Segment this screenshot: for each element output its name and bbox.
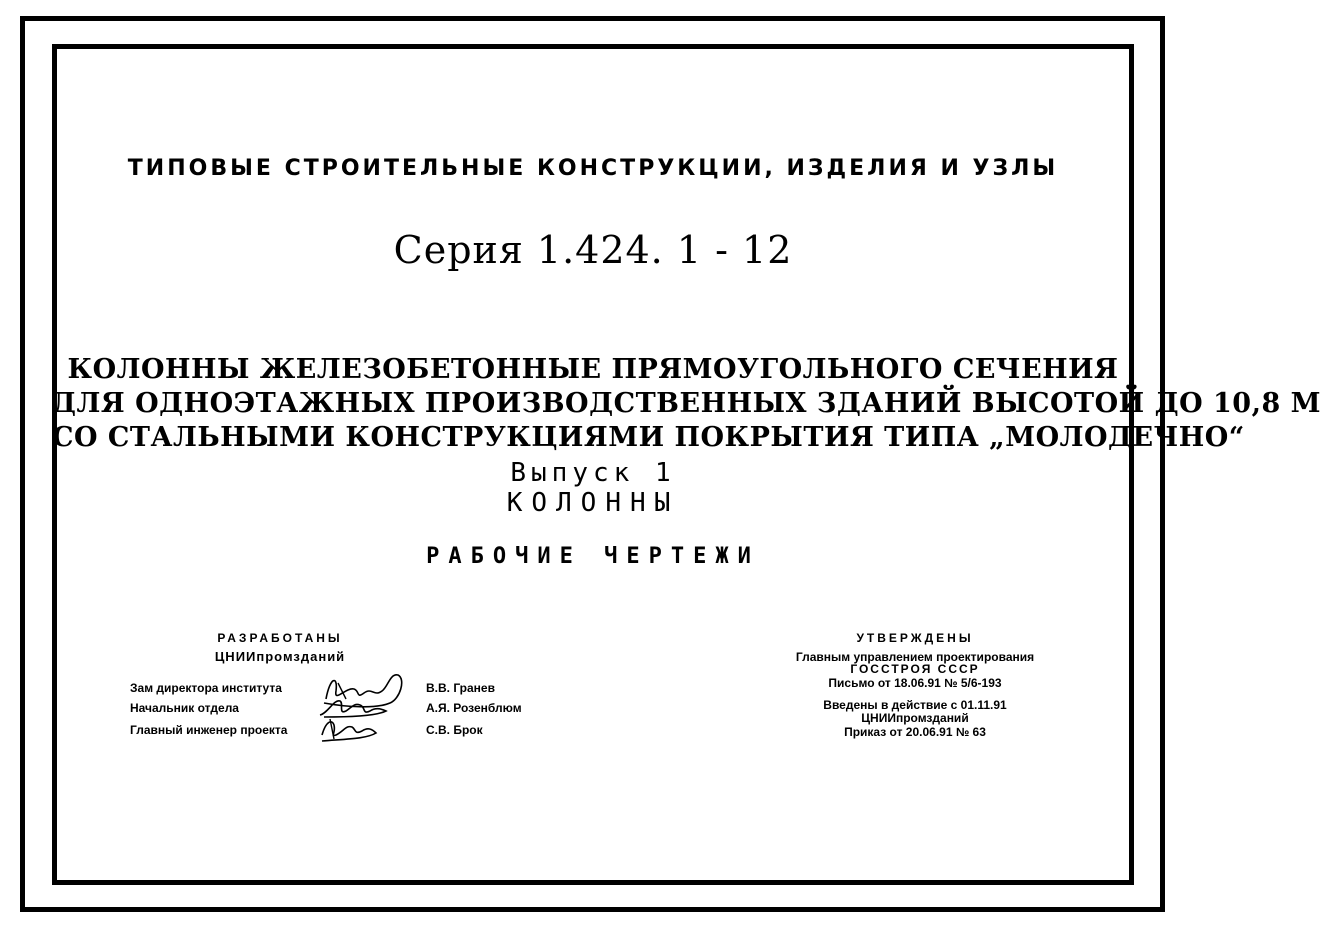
signatory-name: А.Я. Розенблюм (426, 701, 522, 715)
approved-line-2: ГОССТРОЯ СССР (850, 662, 980, 676)
title-line-2: ДЛЯ ОДНОЭТАЖНЫХ ПРОИЗВОДСТВЕННЫХ ЗДАНИЙ ВЫСОТОЙ ДО 10,8 М (52, 388, 1321, 419)
signatory-name: С.В. Брок (426, 723, 483, 737)
issue-label: Выпуск 1 (510, 458, 676, 488)
signature-icon (316, 711, 416, 750)
series-title: ТИПОВЫЕ СТРОИТЕЛЬНЫЕ КОНСТРУКЦИИ, ИЗДЕЛИЯ И УЗЛЫ (127, 156, 1059, 181)
developed-heading: РАЗРАБОТАНЫ (217, 631, 343, 645)
approved-line-1: Главным управлением проектирования (795, 650, 1035, 664)
approved-line-4: Введены в действие с 01.11.91 (823, 698, 1007, 712)
signatory-role: Зам директора института (130, 681, 282, 695)
developed-organization: ЦНИИпромзданий (214, 649, 346, 664)
series-number: Серия 1.424. 1 - 12 (393, 228, 793, 272)
approved-line-6: Приказ от 20.06.91 № 63 (844, 725, 986, 739)
signatory-role: Начальник отдела (130, 701, 239, 715)
signatory-name: В.В. Гранев (426, 681, 495, 695)
approved-line-5: ЦНИИпромзданий (861, 711, 969, 725)
approved-line-3: Письмо от 18.06.91 № 5/6-193 (828, 676, 1002, 690)
subject-label: КОЛОННЫ (506, 488, 680, 518)
document-type: РАБОЧИЕ ЧЕРТЕЖИ (426, 544, 760, 569)
title-line-3: СО СТАЛЬНЫМИ КОНСТРУКЦИЯМИ ПОКРЫТИЯ ТИПА „МОЛОДЕЧНО“ (52, 422, 1245, 453)
signatory-role: Главный инженер проекта (130, 723, 288, 737)
approved-heading: УТВЕРЖДЕНЫ (856, 631, 974, 645)
title-line-1: КОЛОННЫ ЖЕЛЕЗОБЕТОННЫЕ ПРЯМОУГОЛЬНОГО СЕЧЕНИЯ (67, 354, 1119, 385)
